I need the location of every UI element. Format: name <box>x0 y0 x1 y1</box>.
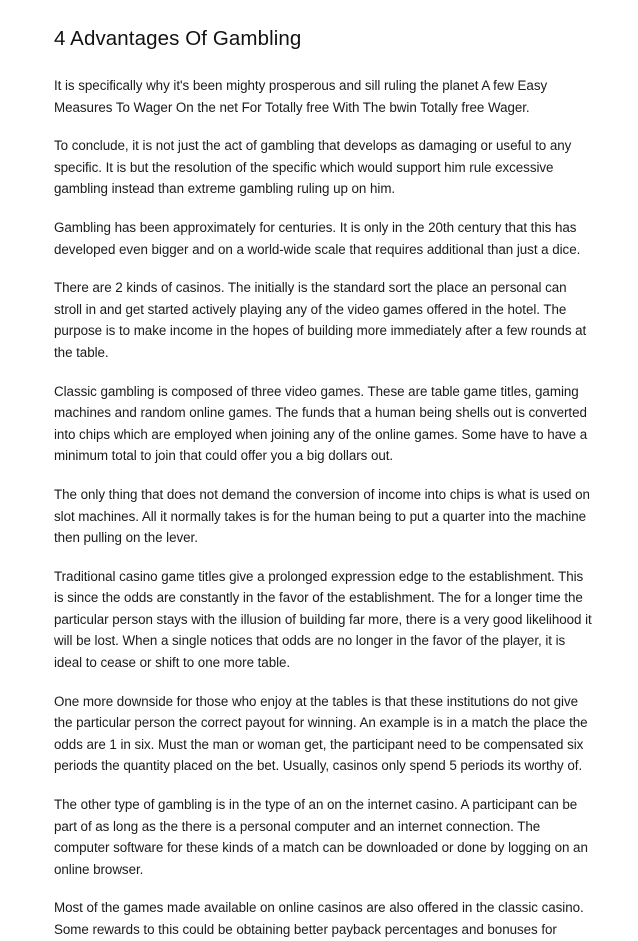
paragraph: One more downside for those who enjoy at the tables is that these institutions do not give the particular person the correct payout for winning. An example is in a match the place the odds are 1 in six. Must the man or woman get, the participant need to be compensated six periods the quantity placed on the bet. Usually, casinos only spend 5 periods its worthy of. <box>54 693 588 774</box>
paragraph: It is specifically why it's been mighty prosperous and sill ruling the planet A few Easy Measures To Wager On the net For Totally free With The bwin Totally free Wager. <box>54 78 548 115</box>
paragraph: Gambling has been approximately for centuries. It is only in the 20th century that this has developed even bigger and on a world-wide scale that requires additional than just a dice. <box>54 219 581 257</box>
paragraph: Classic gambling is composed of three video games. These are table game titles, gaming machines and random online games. The funds that a human being shells out is converted into chips which are employed when joining any of the online games. Some have to have a minimum total to join that could offer you a big dollars out. <box>54 383 588 464</box>
paragraph: There are 2 kinds of casinos. The initially is the standard sort the place an personal can stroll in and get started actively playing any of the video games offered in the hotel. The purpose is to make income in the hopes of building more immediately after a few rounds at the table. <box>54 280 587 360</box>
page-title: 4 Advantages Of Gambling <box>54 27 302 50</box>
paragraph: Traditional casino game titles give a prolonged expression edge to the establishment. This is since the odds are constantly in the favor of the establishment. The for a longer time the particular person stays with the illusion of building far more, there is a very good likelihood it will be lost. When a single notices that odds are no longer in the favor of the player, it is ideal to cease or shift to one more table. <box>54 568 592 671</box>
document-page <box>54 24 594 941</box>
paragraph: The other type of gambling is in the type of an on the internet casino. A participant can be part of as long as the there is a personal computer and an internet connection. The computer software for these kinds of a match can be downloaded or done by logging on an online browser. <box>54 797 588 877</box>
paragraph: The only thing that does not demand the conversion of income into chips is what is used on slot machines. All it normally takes is for the human being to put a quarter into the machine then pulling on the lever. <box>54 486 590 546</box>
paragraph: Most of the games made available on online casinos are also offered in the classic casino. Some rewards to this could be obtaining better payback percentages and bonuses for <box>54 900 584 937</box>
paragraph: To conclude, it is not just the act of gambling that develops as damaging or useful to any specific. It is but the resolution of the specific which would support him rule excessive gambling instead than extreme gambling ruling up on him. <box>54 138 572 197</box>
